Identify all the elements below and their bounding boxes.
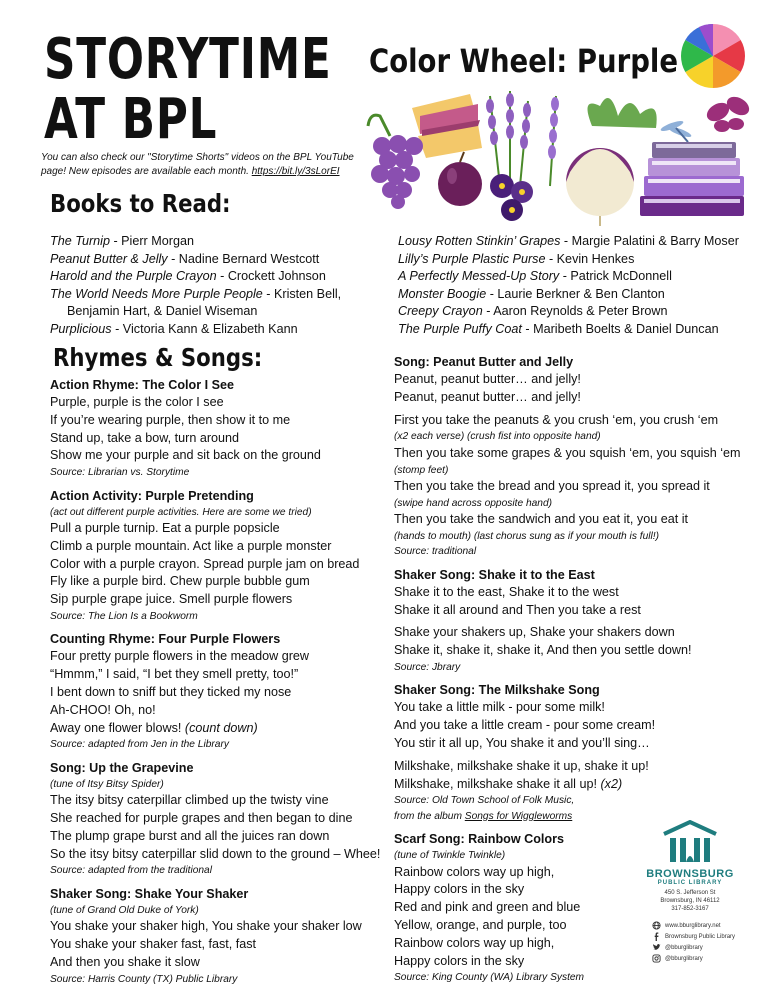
rhymes-left-column: Action Rhyme: The Color I See Purple, purple is the color I see If you’re wearing purple, then show it to me Stand up, take a bow, turn around Show me your purple and sit back on the ground Source: Librarian vs. Storytime Action Activity: Purple Pretending (act out different purple activities. Here are some we tried) Pull a purple turnip. Eat a purple popsicle Climb a purple mountain. Act like a purple monster Color with a purple crayon. Spread purple jam on bread Fly like a purple bird. Chew purple bubble gum Sip purple grape juice. Smell purple flowers Source: The Lion Is a Bookworm Counting Rhyme: Four Purple Flowers Four pretty purple flowers in the meadow grew “Hmmm,” I said, “I bet they smell pretty, too!” I bent down to sniff but they ticked my nose Ah-CHOO! Oh, no! Away one flower blows! (count down) Source: adapted from Jen in the Library Song: Up the Grapevine (tune of Itsy Bitsy Spider) The itsy bitsy caterpillar climbed up the twisty vine She reached for purple grapes and then began to dine The plump grape burst and all the juices ran down So the itsy bitsy caterpillar slid down to the ground – Whee! Source: adapted from the traditional Shaker Song: Shake Your Shaker (tune of Grand Old Duke of York) You shake your shaker high, You shake your shaker low You shake your shaker fast, fast, fast And then you shake it slow Source: Harris County (TX) Public Library bbox=[50, 377, 395, 987]
rhymes-heading: Rhymes & Songs: bbox=[53, 343, 263, 372]
rhyme-source: Source: adapted from Jen in the Library bbox=[50, 739, 229, 751]
books-list-left bbox=[50, 233, 341, 339]
title-line2: AT BPL bbox=[44, 87, 218, 152]
title-line1: STORYTIME bbox=[44, 27, 332, 92]
books-icon bbox=[640, 142, 744, 216]
rhyme-source: Source: traditional bbox=[394, 546, 477, 558]
rhyme-source: Source: Librarian vs. Storytime bbox=[50, 467, 190, 479]
rhyme-title: Action Rhyme: The Color I See bbox=[50, 378, 235, 392]
book-item: Lilly’s Purple Plastic Purse - Kevin Henkes bbox=[398, 251, 635, 266]
twitter-icon bbox=[652, 943, 661, 952]
book-item: A Perfectly Messed-Up Story - Patrick McDonnell bbox=[398, 269, 672, 284]
rhyme-source: Source: The Lion Is a Bookworm bbox=[50, 610, 198, 622]
rhyme-source: Source: Old Town School of Folk Music, bbox=[394, 795, 575, 807]
youtube-link[interactable]: https://bit.ly/3sLorEI bbox=[251, 166, 340, 177]
website-link[interactable]: www.bburglibrary.net bbox=[652, 920, 735, 931]
rhyme-title: Song: Peanut Butter and Jelly bbox=[394, 355, 574, 369]
book-item: Creepy Crayon - Aaron Reynolds & Peter Brown bbox=[398, 304, 668, 319]
book-item: Lousy Rotten Stinkin’ Grapes - Margie Palatini & Barry Moser bbox=[398, 234, 739, 248]
library-subname: PUBLIC LIBRARY bbox=[657, 880, 723, 886]
rhyme-title: Shaker Song: Shake Your Shaker bbox=[50, 886, 249, 901]
books-list-right bbox=[398, 233, 739, 339]
book-item: Benjamin Hart, & Daniel Wiseman bbox=[67, 304, 258, 319]
library-logo: BROWNSBURG PUBLIC LIBRARY 450 S. Jefferson St Brownsburg, IN 46112 317-852-3167 bbox=[640, 820, 740, 913]
rhyme-source: Source: adapted from the traditional bbox=[50, 865, 212, 877]
rhyme-source: Source: Harris County (TX) Public Library bbox=[50, 973, 238, 985]
book-item: Purplicious - Victoria Kann & Elizabeth Kann bbox=[50, 321, 298, 336]
rhyme-title: Action Activity: Purple Pretending bbox=[50, 488, 254, 503]
rhyme-source: Source: King County (WA) Library System bbox=[394, 972, 585, 984]
rhyme-title: Counting Rhyme: Four Purple Flowers bbox=[50, 632, 281, 647]
book-item: Peanut Butter & Jelly - Nadine Bernard Westcott bbox=[50, 251, 320, 266]
album-link[interactable]: Songs for Wiggleworms bbox=[464, 810, 573, 822]
rhyme-title: Scarf Song: Rainbow Colors bbox=[394, 832, 565, 847]
library-name: BROWNSBURG bbox=[646, 868, 734, 880]
book-item: Harold and the Purple Crayon - Crockett Johnson bbox=[50, 269, 326, 284]
book-item: The World Needs More Purple People - Kristen Bell, bbox=[50, 286, 342, 301]
lavender-icon-2 bbox=[548, 96, 559, 186]
rhymes-right-column: Song: Peanut Butter and Jelly Peanut, peanut butter… and jelly! Peanut, peanut butter… and jelly! First you take the peanuts & you crush ‘em, you crush ‘em (x2 each verse) (crush fist into opposite hand) Then you take some grapes & you squish ‘em, you squish ‘em (stomp feet) Then you take the bread and you spread it, you spread it (swipe hand across opposite hand) Then you take the sandwich and you eat it, you eat it (hands to mouth) (last chorus sung as if your mouth is full!) Source: traditional Shaker Song: Shake it to the East Shake it to the east, Shake it to the west Shake it all around and Then you take a rest Shake your shakers up, Shake your shakers down Shake it, shake it, shake it, And then you settle down! Source: Jbrary Shaker Song: The Milkshake Song You take a little milk - pour some milk! And you take a little cream - pour some cream! You stir it all up, You shake it and you’ll sing… Milkshake, milkshake shake it up, shake it up! Milkshake, milkshake shake it all up! (x2) Source: Old Town School of Folk Music, from the album Songs for Wiggleworms Scarf Song: Rainbow Colors (tune of Twinkle Twinkle) Rainbow colors way up high, Happy colors in the sky Red and pink and green and blue Yellow, orange, and purple, too Rainbow colors way up high, Happy colors in the sky Source: King County (WA) Library System bbox=[394, 354, 739, 986]
facebook-link[interactable]: Brownsburg Public Library bbox=[652, 931, 735, 942]
book-item: The Turnip - Pierr Morgan bbox=[50, 234, 194, 248]
twitter-link[interactable]: @bburglibrary bbox=[652, 942, 735, 953]
instagram-icon bbox=[652, 954, 661, 963]
plum-icon bbox=[438, 152, 482, 206]
subtitle: Color Wheel: Purple bbox=[369, 42, 679, 80]
rhyme-source: Source: Jbrary bbox=[394, 662, 461, 673]
library-building-icon bbox=[660, 820, 720, 866]
lavender-icon bbox=[486, 91, 531, 186]
facebook-icon bbox=[652, 932, 661, 941]
butterfly-icon bbox=[704, 93, 753, 132]
dragonfly-icon bbox=[660, 119, 693, 142]
library-contacts bbox=[652, 920, 735, 964]
color-wheel-icon bbox=[680, 23, 746, 89]
rhyme-title: Shaker Song: Shake it to the East bbox=[394, 567, 595, 582]
intro-text: You can also check our "Storytime Shorts" videos on the BPL YouTube page! New episodes are available each month. https://bit.ly/3sLorEI bbox=[41, 152, 354, 177]
globe-icon bbox=[652, 921, 661, 930]
rhyme-title: Song: Up the Grapevine bbox=[50, 760, 194, 775]
violet-flower-icon bbox=[490, 174, 533, 221]
rhyme-title: Shaker Song: The Milkshake Song bbox=[394, 683, 600, 698]
book-item: Monster Boogie - Laurie Berkner & Ben Clanton bbox=[398, 286, 665, 301]
purple-illustrations bbox=[360, 86, 760, 226]
instagram-link[interactable]: @bburglibrary bbox=[652, 953, 735, 964]
book-item: The Purple Puffy Coat - Maribeth Boelts & Daniel Duncan bbox=[398, 321, 719, 336]
books-heading: Books to Read: bbox=[50, 189, 231, 218]
